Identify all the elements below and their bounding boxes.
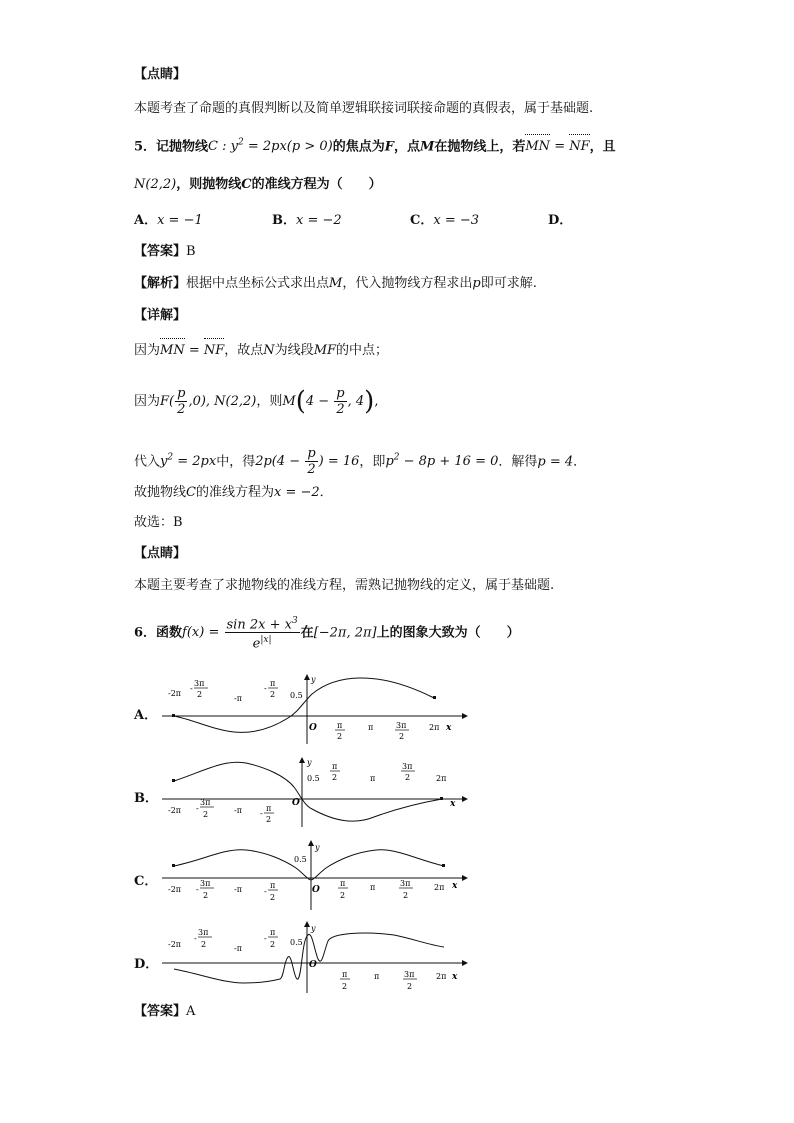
- graph-c-plot: [134, 838, 474, 916]
- graph-label-a: A．: [134, 708, 158, 723]
- svg-text:-: -: [264, 887, 267, 896]
- svg-text:2: 2: [340, 891, 346, 900]
- svg-text:2: 2: [197, 690, 203, 699]
- graph-a-plot: [134, 672, 474, 750]
- section-label-dianjing-2: 【点睛】: [134, 546, 187, 561]
- svg-text:π: π: [370, 883, 376, 892]
- q6-graph-c: [134, 838, 474, 916]
- q5-detail-1: 因为MN = NF，故点N为线段MF的中点；: [134, 343, 389, 358]
- svg-text:O: O: [309, 723, 317, 733]
- graph-label-d: D．: [134, 957, 159, 972]
- q6-graph-b: [134, 755, 474, 833]
- svg-text:2: 2: [399, 732, 405, 741]
- svg-text:2: 2: [270, 690, 276, 699]
- q6-answer: 【答案】A: [134, 1004, 196, 1019]
- svg-text:-2π: -2π: [168, 806, 182, 815]
- section-label-dianjing: 【点睛】: [134, 67, 187, 82]
- svg-text:π: π: [337, 721, 343, 730]
- svg-text:O: O: [312, 885, 320, 895]
- svg-text:π: π: [374, 972, 380, 981]
- q5-choice: 故选：B: [134, 515, 183, 530]
- svg-text:3π: 3π: [402, 762, 413, 771]
- graph-b-plot: [134, 755, 474, 833]
- svg-text:2: 2: [201, 940, 207, 949]
- q5-options: [134, 212, 572, 230]
- svg-text:2: 2: [407, 982, 413, 991]
- svg-text:-: -: [190, 684, 193, 693]
- svg-text:2π: 2π: [436, 774, 447, 783]
- svg-text:2: 2: [203, 810, 209, 819]
- svg-text:y: y: [311, 675, 316, 684]
- svg-text:2π: 2π: [436, 972, 447, 981]
- svg-text:-: -: [196, 885, 199, 894]
- q5-option-d: D．: [548, 213, 573, 228]
- svg-text:-: -: [260, 809, 263, 818]
- svg-text:3π: 3π: [396, 721, 407, 730]
- q5-detail-4: 故抛物线C的准线方程为x = −2．: [134, 485, 333, 500]
- q6-graph-a: [134, 672, 474, 750]
- graph-d-plot: [134, 921, 474, 999]
- svg-text:3π: 3π: [198, 928, 209, 937]
- dianjing-text-2: 本题主要考查了求抛物线的准线方程，需熟记抛物线的定义，属于基础题.: [134, 578, 555, 593]
- q5-stem: 5．记抛物线C : $y^2 = 2px(p > 0)$的焦点为F，点M在抛物线上，若MN = NF，且: [134, 138, 616, 155]
- svg-text:O: O: [292, 798, 300, 808]
- section-label-xiangjie: 【详解】: [134, 308, 187, 323]
- svg-text:-2π: -2π: [168, 940, 182, 949]
- svg-text:π: π: [332, 762, 338, 771]
- svg-text:π: π: [270, 679, 276, 688]
- svg-text:π: π: [370, 774, 376, 783]
- svg-text:x: x: [452, 972, 458, 982]
- svg-text:2: 2: [270, 940, 276, 949]
- svg-text:-: -: [194, 934, 197, 943]
- q5-detail-2: 因为F( $\frac{p}{2}$ ,0), N(2,2)，则M(4 − $\frac{p}{2}$ , 4),: [134, 386, 379, 417]
- q5-answer: 【答案】B: [134, 244, 196, 259]
- svg-text:O: O: [309, 960, 317, 970]
- q5-option-c: C．x = −3: [410, 213, 480, 228]
- svg-text:2π: 2π: [434, 883, 445, 892]
- graph-label-c: C．: [134, 874, 158, 889]
- dianjing-text: 本题考查了命题的真假判断以及简单逻辑联接词联接命题的真假表，属于基础题.: [134, 101, 594, 116]
- svg-text:2: 2: [342, 982, 348, 991]
- q5-stem-line2: N(2,2)，则抛物线C的准线方程为（ ）: [134, 177, 382, 192]
- svg-text:3π: 3π: [200, 879, 211, 888]
- q5-detail-3: 代入$y^2 = 2px$中，得2p(4 − $\frac{p}{2}$ ) = 16，即$p^2 - 8p + 16 = 0$．解得p = 4．: [134, 446, 587, 478]
- svg-text:-π: -π: [234, 806, 242, 815]
- svg-text:-π: -π: [234, 885, 242, 894]
- graph-label-b: B．: [134, 791, 158, 806]
- svg-text:π: π: [270, 881, 276, 890]
- svg-text:2: 2: [403, 891, 409, 900]
- svg-text:y: y: [307, 758, 312, 767]
- svg-text:-: -: [264, 684, 267, 693]
- svg-text:3π: 3π: [194, 679, 205, 688]
- svg-text:2: 2: [270, 893, 276, 902]
- svg-text:2: 2: [266, 815, 272, 824]
- q5-option-b: B．x = −2: [272, 213, 342, 228]
- svg-text:π: π: [368, 723, 374, 732]
- svg-text:0.5: 0.5: [294, 855, 307, 864]
- svg-text:0.5: 0.5: [290, 691, 303, 700]
- svg-text:-: -: [196, 804, 199, 813]
- svg-text:-2π: -2π: [168, 689, 182, 698]
- svg-text:2: 2: [332, 773, 338, 782]
- svg-text:0.5: 0.5: [290, 938, 303, 947]
- svg-text:x: x: [452, 881, 458, 891]
- svg-text:π: π: [342, 970, 348, 979]
- svg-text:-π: -π: [234, 944, 242, 953]
- svg-text:2π: 2π: [429, 723, 440, 732]
- svg-text:2: 2: [405, 773, 411, 782]
- svg-text:π: π: [340, 879, 346, 888]
- svg-text:y: y: [315, 843, 320, 852]
- q6-graph-d: [134, 921, 474, 999]
- svg-text:2: 2: [203, 891, 209, 900]
- svg-text:3π: 3π: [200, 798, 211, 807]
- q5-option-a: A．x = −1: [134, 213, 203, 228]
- q5-analysis: 【解析】根据中点坐标公式求出点M，代入抛物线方程求出p即可求解.: [134, 276, 537, 291]
- svg-text:-π: -π: [234, 694, 242, 703]
- svg-text:-: -: [264, 934, 267, 943]
- svg-text:0.5: 0.5: [307, 774, 320, 783]
- svg-text:-2π: -2π: [168, 885, 182, 894]
- svg-text:x: x: [450, 799, 456, 809]
- svg-text:2: 2: [337, 732, 343, 741]
- q6-stem: 6．函数f(x) = $\frac{\sin 2x + x^3}{e^{|x|}}$ 在[−2π, 2π]上的图象大致为（ ）: [134, 616, 520, 652]
- svg-text:y: y: [311, 924, 316, 933]
- svg-text:3π: 3π: [404, 970, 415, 979]
- svg-text:π: π: [266, 804, 272, 813]
- svg-text:π: π: [270, 928, 276, 937]
- svg-text:3π: 3π: [400, 879, 411, 888]
- svg-text:x: x: [446, 723, 452, 733]
